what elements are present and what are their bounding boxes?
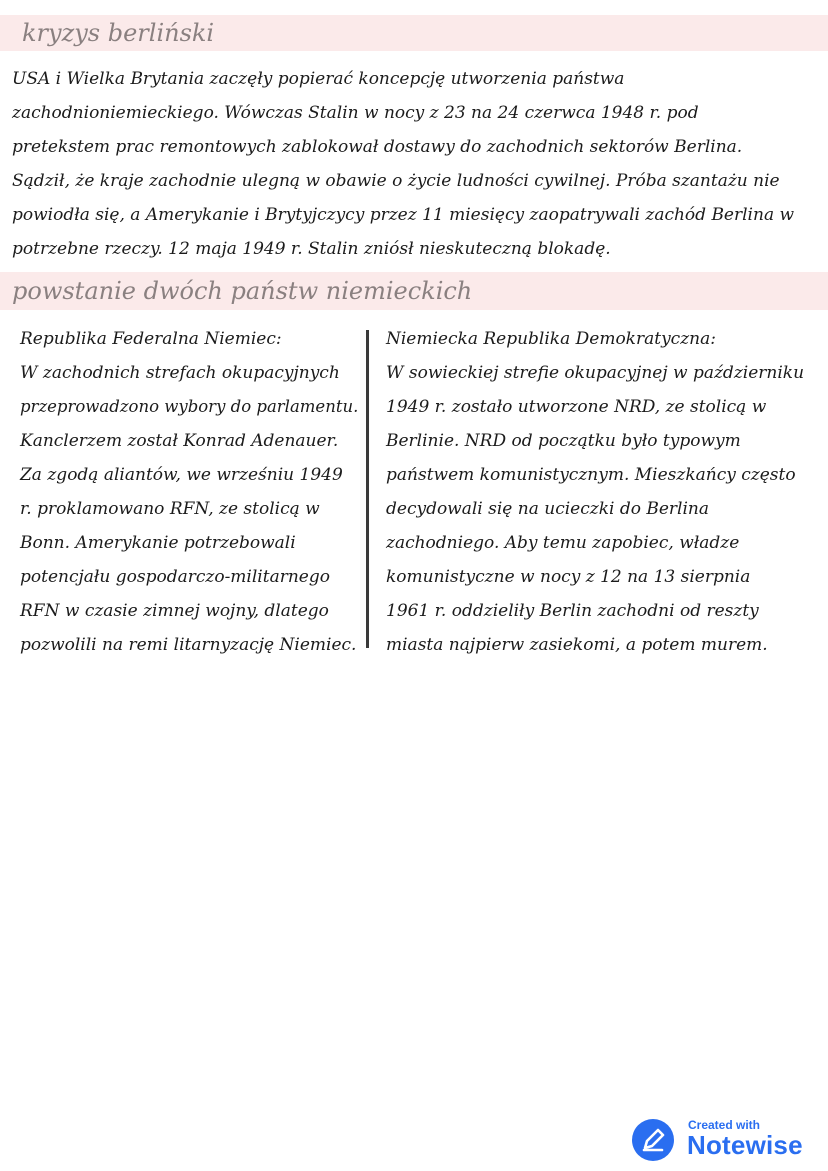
created-with-label: Created with bbox=[688, 1118, 761, 1132]
notewise-badge bbox=[632, 1118, 822, 1162]
left-column-line: Za zgodą aliantów, we wrześniu 1949 bbox=[20, 465, 343, 485]
left-column-line: Kanclerzem został Konrad Adenauer. bbox=[20, 431, 339, 451]
paragraph-line: Sądził, że kraje zachodnie ulegną w obawie o życie ludności cywilnej. Próba szantażu nie bbox=[12, 171, 780, 191]
column-divider bbox=[366, 330, 369, 648]
left-column-line: Bonn. Amerykanie potrzebowali bbox=[20, 533, 296, 553]
right-column-line: państwem komunistycznym. Mieszkańcy często bbox=[386, 465, 796, 485]
right-column-line: 1961 r. oddzieliły Berlin zachodni od reszty bbox=[386, 601, 759, 621]
right-column-line: komunistyczne w nocy z 12 na 13 sierpnia bbox=[386, 567, 751, 587]
left-column-line: Republika Federalna Niemiec: bbox=[20, 329, 282, 349]
paragraph-line: USA i Wielka Brytania zaczęły popierać koncepcję utworzenia państwa bbox=[12, 69, 625, 89]
left-column-line: pozwolili na remi litarnyzację Niemiec. bbox=[20, 635, 357, 655]
paragraph-line: powiodła się, a Amerykanie i Brytyjczycy przez 11 miesięcy zaopatrywali zachód Berlina w bbox=[12, 205, 795, 225]
left-column-line: RFN w czasie zimnej wojny, dlatego bbox=[20, 601, 329, 621]
right-column-line: W sowieckiej strefie okupacyjnej w październiku bbox=[386, 363, 805, 383]
left-column-line: r. proklamowano RFN, ze stolicą w bbox=[20, 499, 320, 519]
left-column-line: potencjału gospodarczo-militarnego bbox=[20, 567, 330, 587]
right-column-line: zachodniego. Aby temu zapobiec, władze bbox=[386, 533, 740, 553]
left-column-line: W zachodnich strefach okupacyjnych bbox=[20, 363, 340, 383]
right-column-line: 1949 r. zostało utworzone NRD, ze stolicą w bbox=[386, 397, 767, 417]
right-column-line: decydowali się na ucieczki do Berlina bbox=[386, 499, 710, 519]
section-heading-two-german-states: powstanie dwóch państw niemieckich bbox=[0, 272, 828, 310]
pen-icon bbox=[632, 1119, 674, 1161]
right-column-line: miasta najpierw zasiekomi, a potem murem. bbox=[386, 635, 768, 655]
section-heading-berlin-crisis: kryzys berliński bbox=[0, 15, 828, 51]
right-column-line: Niemiecka Republika Demokratyczna: bbox=[386, 329, 716, 349]
paragraph-line: zachodnioniemieckiego. Wówczas Stalin w nocy z 23 na 24 czerwca 1948 r. pod bbox=[12, 103, 699, 123]
right-column-line: Berlinie. NRD od początku było typowym bbox=[386, 431, 741, 451]
notewise-logo-text: Notewise bbox=[687, 1130, 803, 1160]
paragraph-line: pretekstem prac remontowych zablokował dostawy do zachodnich sektorów Berlina. bbox=[12, 137, 743, 157]
left-column-line: przeprowadzono wybory do parlamentu. bbox=[20, 397, 359, 416]
paragraph-line: potrzebne rzeczy. 12 maja 1949 r. Stalin zniósł nieskuteczną blokadę. bbox=[12, 239, 611, 259]
